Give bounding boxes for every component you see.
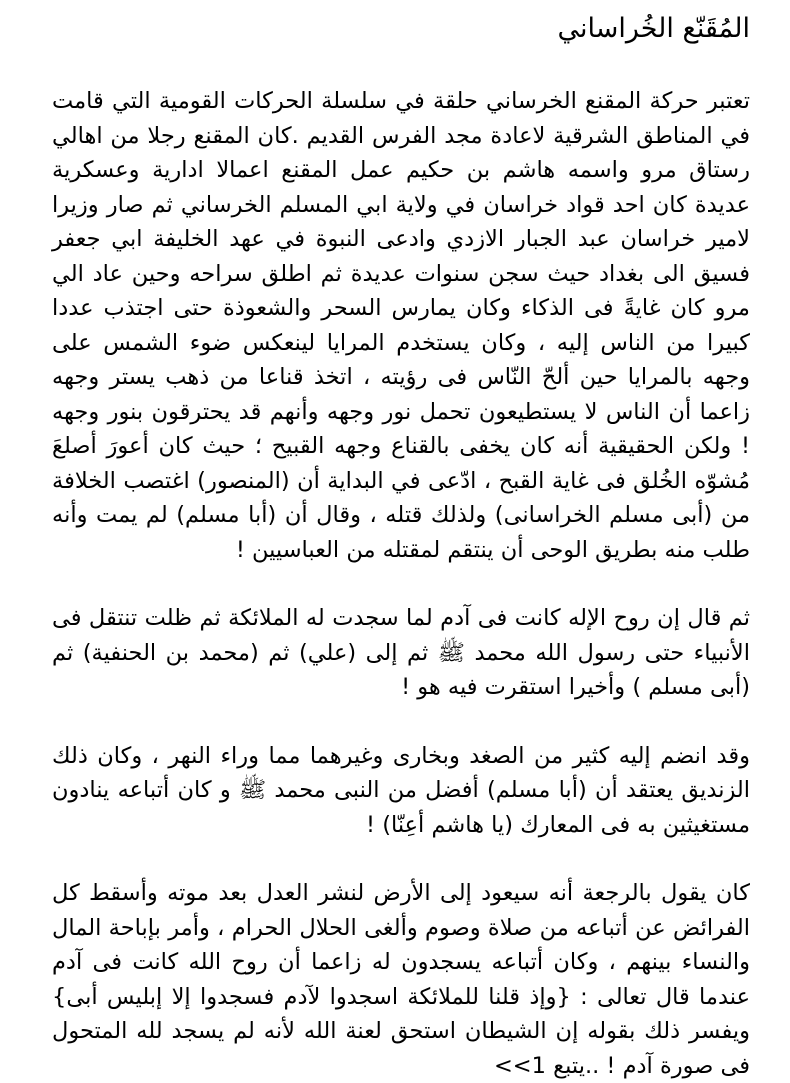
paragraph-followers: وقد انضم إليه كثير من الصغد وبخارى وغيرهما مما وراء النهر ، وكان ذلك الزنديق يعتقد أن (أبا مسلم) أفضل من النبى محمد ﷺ و كان أتباعه ينادون مستغيثين به فى المعارك (يا هاشم أعِنّا) ! — [52, 742, 750, 838]
paragraph-introduction: تعتبر حركة المقنع الخرساني حلقة في سلسلة الحركات القومية التي قامت في المناطق الشرقية لاعادة مجد الفرس القديم .كان المقنع رجلا من اهالي رستاق مرو واسمه هاشم بن حكيم عمل المقنع اعمالا ادارية وعسكرية عديدة كان احد قواد خراسان في ولاية ابي المسلم الخرساني ثم صار وزيرا لامير خراسان عبد الجبار الازدي وادعى النبوة في عهد الخليفة ابي جعفر فسيق الى بغداد حيث سجن سنوات عديدة ثم اطلق سراحه وحين عاد الي مرو كان غايةً فى الذكاء وكان يمارس السحر والشعوذة حتى اجتذب عددا كبيرا من الناس إليه ، وكان يستخدم المرايا لينعكس ضوء الشمس على وجهه بالمرايا حين ألحّ النّاس فى رؤيته ، اتخذ قناعا من ذهب يستر وجهه زاعما أن الناس لا يستطيعون تحمل نور وجهه وأنهم قد يحترقون بنور وجهه ! ولكن الحقيقية أنه كان يخفى بالقناع وجهه القبيح ؛ حيث كان أعورَ أصلعَ مُشوّه الخُلق فى غاية القبح ، ادّعى في البداية أن (المنصور) اغتصب الخلافة من (أبى مسلم الخراسانى) ولذلك قتله ، وقال أن (أبا مسلم) لم يمت وأنه طلب منه بطريق الوحى أن ينتقم لمقتله من العباسيين ! — [52, 88, 750, 563]
paragraph-return-doctrine: كان يقول بالرجعة أنه سيعود إلى الأرض لنشر العدل بعد موته وأسقط كل الفرائض عن أتباعه من صلاة وصوم وألغى الحلال الحرام ، وأمر بإباحة المال والنساء بينهم ، وكان أتباعه يسجدون له زاعما أن روح الله كانت فى آدم عندما قال تعالى : {وإذ قلنا للملائكة اسجدوا لآدم فسجدوا إلا إبليس أبى} ويفسر ذلك بقوله إن الشيطان استحق لعنة الله لأنه لم يسجد لله المتحول فى صورة آدم ! ..يتبع 1>> — [52, 880, 750, 1079]
paragraph-divine-spirit-claim: ثم قال إن روح الإله كانت فى آدم لما سجدت له الملائكة ثم ظلت تنتقل فى الأنبياء حتى رسول الله محمد ﷺ ثم إلى (علي) ثم (محمد بن الحنفية) ثم (أبى مسلم ) وأخيرا استقرت فيه هو ! — [52, 605, 750, 700]
document-title: المُقَنّع الخُراساني — [557, 13, 750, 44]
